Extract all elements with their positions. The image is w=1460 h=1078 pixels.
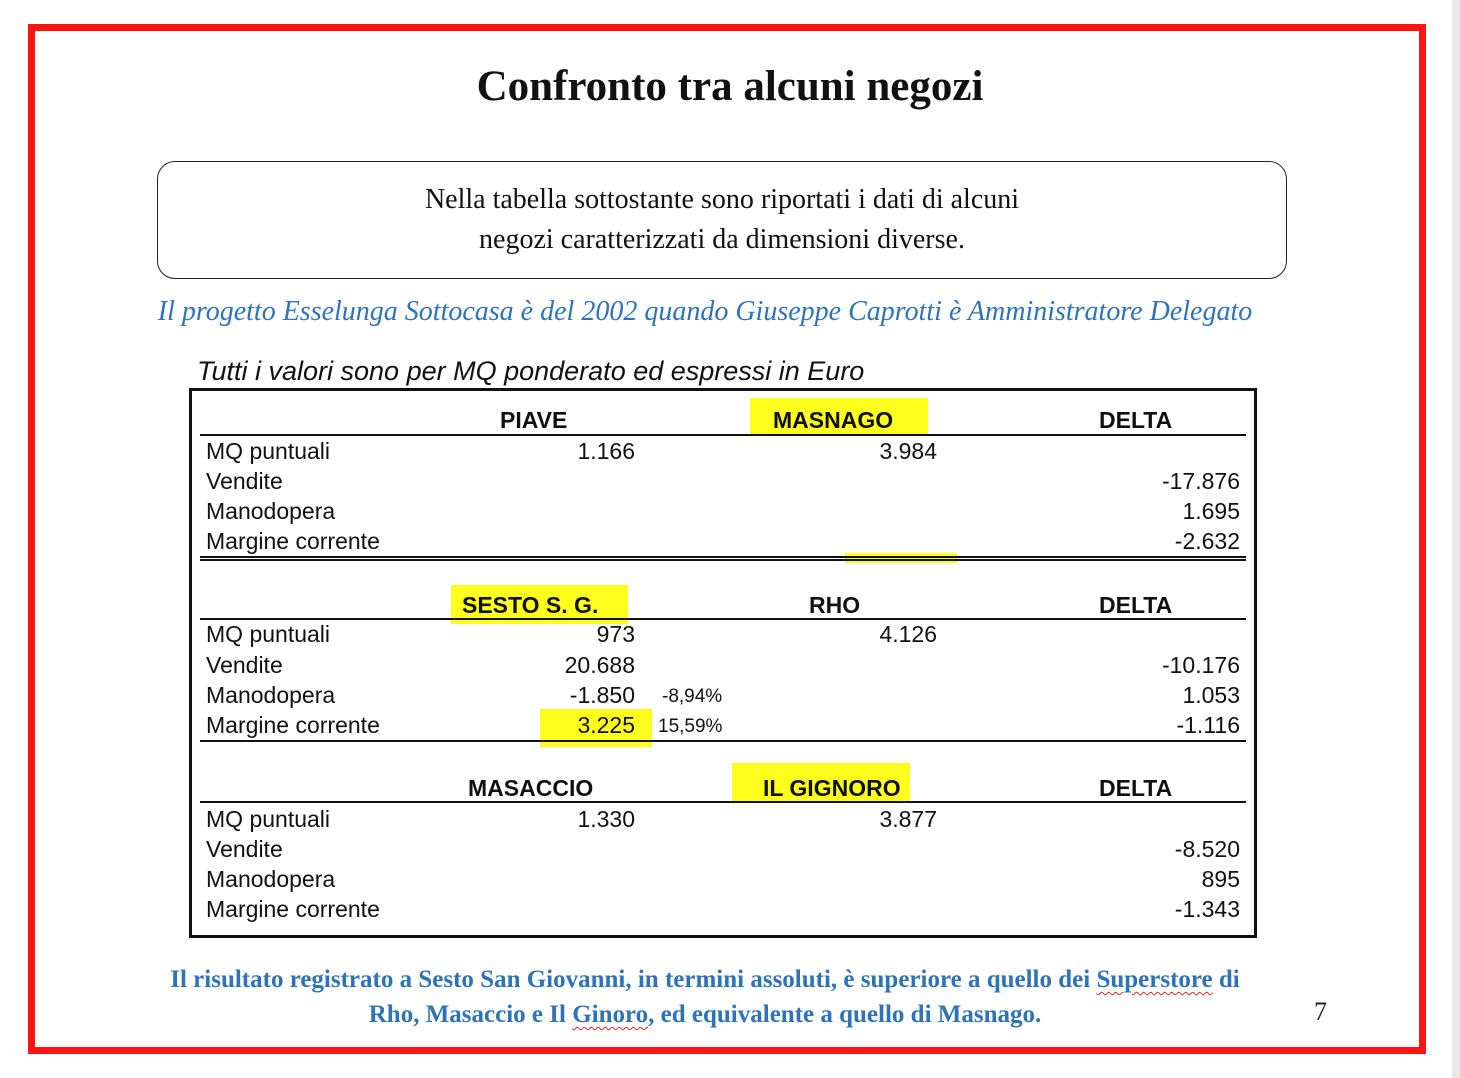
value-store1: 20.688	[564, 652, 635, 678]
row-label: Vendite	[206, 836, 283, 862]
section3-store1-header: MASACCIO	[468, 775, 594, 801]
intro-box	[157, 161, 1287, 279]
percent-store1: 15,59%	[658, 716, 723, 737]
conclusion-line-2	[0, 997, 1410, 1032]
value-delta: -8.520	[1174, 836, 1240, 862]
value-store2: 3.984	[879, 438, 937, 464]
section1-store1-header: PIAVE	[500, 407, 568, 433]
value-delta: -10.176	[1161, 652, 1240, 678]
section2-bottom-rule	[200, 740, 1246, 742]
value-delta: -17.876	[1161, 468, 1240, 494]
project-note: Il progetto Esselunga Sottocasa è del 2002 quando Giuseppe Caprotti è Amministratore Delegato	[157, 296, 1253, 327]
value-delta: -1.116	[1176, 712, 1240, 738]
conclusion-line-1	[0, 962, 1410, 997]
intro-line-1: Nella tabella sottostante sono riportati i dati di alcuni	[424, 184, 1020, 215]
value-store1: -1.850	[569, 682, 635, 708]
scrollbar-track[interactable]	[1452, 0, 1460, 1078]
section2-store2-header: RHO	[809, 592, 861, 618]
row-label: MQ puntuali	[206, 806, 331, 832]
value-delta: 1.695	[1182, 498, 1240, 524]
row-label: Manodopera	[206, 682, 336, 708]
value-store1: 3.225	[577, 712, 635, 738]
value-store2: 3.877	[879, 806, 937, 832]
value-delta: -2.632	[1174, 528, 1240, 554]
section2-store1-header: SESTO S. G.	[462, 592, 599, 618]
units-note: Tutti i valori sono per MQ ponderato ed espressi in Euro	[197, 356, 865, 386]
section3-header-rule	[200, 801, 1246, 803]
row-label: Vendite	[206, 468, 283, 494]
section2-header-rule	[200, 618, 1246, 620]
section2-delta-header: DELTA	[1099, 592, 1173, 618]
page-number: 7	[1314, 997, 1327, 1026]
conclusion-text	[0, 962, 1410, 1032]
conclusion-part: , ed equivalente a quello di Masnago.	[648, 1001, 1042, 1028]
row-label: Manodopera	[206, 498, 336, 524]
value-store1: 1.166	[577, 438, 635, 464]
conclusion-part: Rho, Masaccio e Il	[368, 1001, 573, 1028]
section3-delta-header: DELTA	[1099, 775, 1173, 801]
row-label: MQ puntuali	[206, 621, 331, 647]
section1-bottom-double-rule	[200, 556, 1246, 561]
section1-delta-header: DELTA	[1099, 407, 1173, 433]
row-label: Vendite	[206, 652, 283, 678]
value-delta: -1.343	[1174, 896, 1240, 922]
value-store1: 973	[596, 621, 635, 647]
section1-header-rule	[200, 434, 1246, 436]
row-label: Margine corrente	[206, 712, 380, 738]
value-store2: 4.126	[879, 621, 937, 647]
conclusion-part: Il risultato registrato a Sesto San Giovanni, in termini assoluti, è superiore a quello dei	[170, 966, 1097, 993]
value-delta: 895	[1201, 866, 1240, 892]
row-label: Margine corrente	[206, 896, 380, 922]
row-label: MQ puntuali	[206, 438, 331, 464]
value-store1: 1.330	[577, 806, 635, 832]
row-label: Margine corrente	[206, 528, 380, 554]
section1-store2-header: MASNAGO	[773, 407, 894, 433]
section3-store2-header: IL GIGNORO	[763, 775, 901, 801]
page-title: Confronto tra alcuni negozi	[476, 63, 984, 110]
intro-line-2: negozi caratterizzati da dimensioni diverse.	[479, 224, 965, 255]
percent-store1: -8,94%	[662, 686, 723, 707]
spellcheck-word[interactable]: Ginoro	[572, 1001, 649, 1028]
value-delta: 1.053	[1182, 682, 1240, 708]
spellcheck-word[interactable]: Superstore	[1096, 966, 1213, 993]
row-label: Manodopera	[206, 866, 336, 892]
conclusion-part: di	[1212, 966, 1240, 993]
